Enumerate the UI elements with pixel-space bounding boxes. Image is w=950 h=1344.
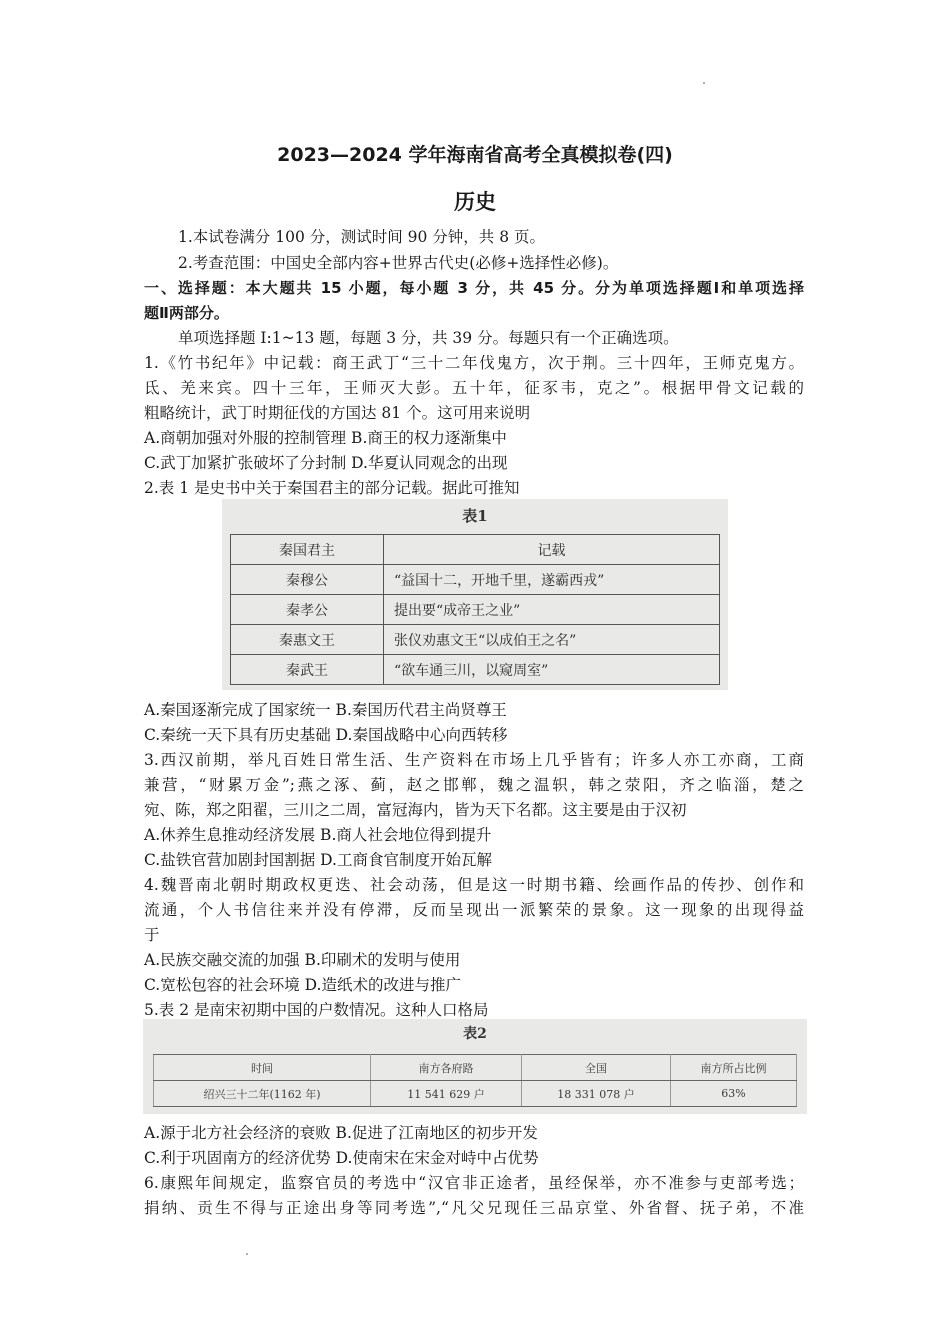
table-header-cell: 南方各府路 — [371, 1055, 522, 1081]
table-cell: 绍兴三十二年(1162 年) — [154, 1081, 371, 1107]
q3-stem-line: 3.西汉前期，举凡百姓日常生活、生产资料在市场上几乎皆有；许多人亦工亦商，工商 — [144, 751, 804, 769]
table-header-row — [154, 1055, 797, 1081]
table-cell: “欲车通三川，以窥周室” — [384, 655, 720, 685]
q4-options-cd: C.宽松包容的社会环境 D.造纸术的改进与推广 — [144, 976, 461, 994]
q6-stem-line: 6.康熙年间规定，监察官员的考选中“汉官非正途者，虽经保举，亦不准参与吏部考选； — [144, 1174, 804, 1192]
q4-options-ab: A.民族交融交流的加强 B.印刷术的发明与使用 — [144, 951, 461, 969]
table-cell: 张仪劝惠文王“以成伯王之名” — [384, 625, 720, 655]
q4-stem-line: 4.魏晋南北朝时期政权更迭、社会动荡，但是这一时期书籍、绘画作品的传抄、创作和 — [144, 876, 804, 894]
table-1-caption: 表1 — [462, 507, 488, 525]
table-cell: 秦穆公 — [231, 565, 384, 595]
table-row — [231, 565, 720, 595]
q3-options-cd: C.盐铁官营加剧封国割据 D.工商食官制度开始瓦解 — [144, 851, 492, 869]
section-subheading: 单项选择题 I:1~13 题，每题 3 分，共 39 分。每题只有一个正确选项。 — [178, 329, 679, 347]
q2-options-ab: A.秦国逐渐完成了国家统一 B.秦国历代君主尚贤尊王 — [144, 701, 507, 719]
scan-speck — [703, 82, 705, 84]
table-cell: “益国十二，开地千里，遂霸西戎” — [384, 565, 720, 595]
q6-stem-line: 捐纳、贡生不得与正途出身等同考选”,“凡父兄现任三品京堂、外省督、抚子弟，不准 — [144, 1199, 804, 1217]
scan-speck — [246, 1253, 248, 1255]
q5-options-cd: C.利于巩固南方的经济优势 D.使南宋在宋金对峙中占优势 — [144, 1149, 539, 1167]
q2-stem: 2.表 1 是史书中关于秦国君主的部分记载。据此可推知 — [144, 479, 520, 497]
table-cell: 11 541 629 户 — [371, 1081, 522, 1107]
table-1-image — [222, 499, 728, 690]
table-header-cell: 记载 — [384, 535, 720, 565]
q5-stem: 5.表 2 是南宋初期中国的户数情况。这种人口格局 — [144, 1001, 489, 1019]
q3-stem-line: 宛、陈，郑之阳翟，三川之二周，富冠海内，皆为天下名都。这主要是由于汉初 — [144, 801, 687, 819]
table-header-cell: 秦国君主 — [231, 535, 384, 565]
q1-stem-line: 粗略统计，武丁时期征伐的方国达 81 个。这可用来说明 — [144, 404, 531, 422]
q4-stem-line: 流通，个人书信往来并没有停滞，反而呈现出一派繁荣的景象。这一现象的出现得益 — [144, 901, 804, 919]
table-header-cell: 时间 — [154, 1055, 371, 1081]
table-cell: 秦武王 — [231, 655, 384, 685]
q2-options-cd: C.秦统一天下具有历史基础 D.秦国战略中心向西转移 — [144, 726, 508, 744]
table-row — [231, 625, 720, 655]
table-2 — [153, 1054, 797, 1107]
q4-stem-line: 于 — [144, 926, 160, 944]
table-cell: 秦孝公 — [231, 595, 384, 625]
table-2-image — [143, 1019, 807, 1114]
table-row — [231, 655, 720, 685]
table-row — [231, 595, 720, 625]
table-header-cell: 南方所占比例 — [671, 1055, 797, 1081]
table-cell: 秦惠文王 — [231, 625, 384, 655]
q1-options-ab: A.商朝加强对外服的控制管理 B.商王的权力逐渐集中 — [144, 429, 507, 447]
table-cell: 18 331 078 户 — [522, 1081, 671, 1107]
q1-stem-line: 1.《竹书纪年》中记载：商王武丁“三十二年伐鬼方，次于荆。三十四年，王师克鬼方。 — [144, 354, 804, 372]
q3-stem-line: 兼营，“财累万金”;燕之涿、蓟，赵之邯郸，魏之温轵，韩之荥阳，齐之临淄，楚之 — [144, 776, 804, 794]
table-cell: 63% — [671, 1081, 797, 1107]
note-1: 1.本试卷满分 100 分，测试时间 90 分钟，共 8 页。 — [178, 228, 546, 246]
q1-options-cd: C.武丁加紧扩张破坏了分封制 D.华夏认同观念的出现 — [144, 454, 508, 472]
table-header-row — [231, 535, 720, 565]
q5-options-ab: A.源于北方社会经济的衰败 B.促进了江南地区的初步开发 — [144, 1124, 538, 1142]
section-heading-cont: 题Ⅱ两部分。 — [144, 304, 229, 322]
table-1 — [230, 534, 720, 685]
table-cell: 提出要“成帝王之业” — [384, 595, 720, 625]
table-2-caption: 表2 — [463, 1026, 487, 1042]
q3-options-ab: A.休养生息推动经济发展 B.商人社会地位得到提升 — [144, 826, 492, 844]
table-header-cell: 全国 — [522, 1055, 671, 1081]
note-2: 2.考查范围：中国史全部内容+世界古代史(必修+选择性必修)。 — [178, 254, 619, 272]
subject-title: 历史 — [454, 190, 496, 214]
exam-title: 2023—2024 学年海南省高考全真模拟卷(四) — [277, 144, 673, 166]
table-row — [154, 1081, 797, 1107]
section-heading: 一、选择题：本大题共 15 小题，每小题 3 分，共 45 分。分为单项选择题Ⅰ和单项选择 — [144, 279, 804, 297]
q1-stem-line: 氐、羌来宾。四十三年，王师灭大彭。五十年，征豕韦，克之”。根据甲骨文记载的 — [144, 379, 804, 397]
